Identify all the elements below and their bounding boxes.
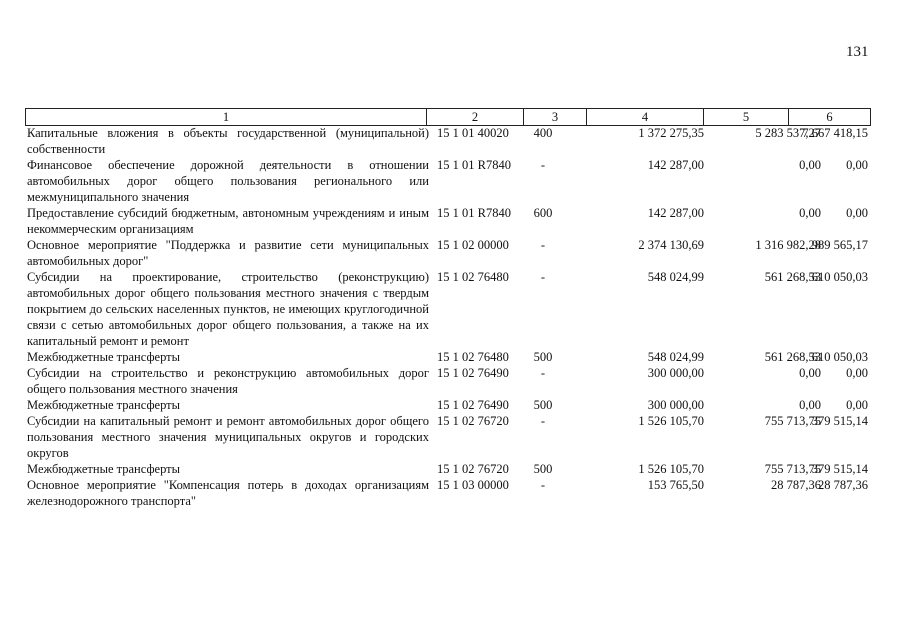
row-value-col6: 0,00 (846, 398, 868, 412)
row-code: 15 1 02 00000 (437, 238, 509, 252)
row-expense-type: - (540, 238, 546, 252)
row-expense-type: 500 (533, 462, 553, 476)
row-value-col4: 548 024,99 (647, 350, 704, 364)
row-value-col6: 0,00 (846, 206, 868, 220)
row-value-col5: 0,00 (799, 158, 821, 172)
table-row (25, 157, 869, 205)
row-value-col5: 0,00 (799, 398, 821, 412)
row-name: Финансовое обеспечение дорожной деятельности в отношении автомобильных дорог общего пользования регионального или межмуниципального значения (27, 158, 429, 204)
row-value-col6: 379 515,14 (811, 414, 868, 428)
table-row (25, 365, 869, 397)
row-code: 15 1 02 76720 (437, 414, 509, 428)
row-value-col4: 142 287,00 (647, 206, 704, 220)
row-value-col5: 5 283 537,27 (755, 126, 821, 140)
table-row (25, 397, 869, 413)
row-expense-type: 500 (533, 398, 553, 412)
row-code: 15 1 01 R7840 (437, 158, 511, 172)
header-col-1: 1 (26, 109, 427, 125)
row-expense-type: - (540, 478, 546, 492)
row-expense-type: - (540, 414, 546, 428)
row-name: Основное мероприятие "Компенсация потерь в доходах организациям железнодорожного транспорта" (27, 478, 429, 508)
row-code: 15 1 02 76490 (437, 398, 509, 412)
table-row (25, 349, 869, 365)
row-name: Капитальные вложения в объекты государственной (муниципальной) собственности (27, 126, 429, 156)
row-expense-type: 400 (533, 126, 553, 140)
row-value-col6: 610 050,03 (811, 350, 868, 364)
row-value-col4: 153 765,50 (647, 478, 704, 492)
row-name: Предоставление субсидий бюджетным, автономным учреждениям и иным некоммерческим организациям (27, 206, 429, 236)
header-col-6: 6 (789, 109, 871, 125)
row-value-col5: 561 268,53 (764, 270, 821, 284)
table-row (25, 477, 869, 509)
row-expense-type: 600 (533, 206, 553, 220)
row-expense-type: 500 (533, 350, 553, 364)
row-name: Межбюджетные трансферты (27, 398, 181, 412)
table-row (25, 237, 869, 269)
row-value-col5: 0,00 (799, 206, 821, 220)
row-value-col4: 1 526 105,70 (638, 462, 704, 476)
row-value-col4: 1 526 105,70 (638, 414, 704, 428)
row-value-col6: 28 787,36 (818, 478, 868, 492)
row-value-col5: 755 713,75 (764, 414, 821, 428)
table-row (25, 461, 869, 477)
row-value-col5: 1 316 982,28 (755, 238, 821, 252)
row-name: Основное мероприятие "Поддержка и развитие сети муниципальных автомобильных дорог" (27, 238, 429, 268)
header-col-4: 4 (587, 109, 704, 125)
row-value-col6: 7 667 418,15 (802, 126, 868, 140)
header-col-2: 2 (427, 109, 524, 125)
row-value-col6: 379 515,14 (811, 462, 868, 476)
row-name: Межбюджетные трансферты (27, 350, 181, 364)
table-row (25, 125, 869, 157)
table-header (25, 108, 871, 125)
row-code: 15 1 01 R7840 (437, 206, 511, 220)
row-code: 15 1 02 76720 (437, 462, 509, 476)
row-value-col4: 548 024,99 (647, 270, 704, 284)
row-name: Межбюджетные трансферты (27, 462, 181, 476)
row-value-col4: 1 372 275,35 (638, 126, 704, 140)
row-value-col4: 300 000,00 (647, 398, 704, 412)
row-name: Субсидии на строительство и реконструкцию автомобильных дорог общего пользования местного значения (27, 366, 429, 396)
table-row (25, 269, 869, 349)
row-value-col4: 142 287,00 (647, 158, 704, 172)
row-value-col6: 989 565,17 (811, 238, 868, 252)
row-value-col4: 2 374 130,69 (638, 238, 704, 252)
row-code: 15 1 02 76480 (437, 270, 509, 284)
row-value-col4: 300 000,00 (647, 366, 704, 380)
header-col-5: 5 (704, 109, 789, 125)
row-code: 15 1 03 00000 (437, 478, 509, 492)
row-expense-type: - (540, 158, 546, 172)
row-expense-type: - (540, 366, 546, 380)
row-value-col5: 561 268,53 (764, 350, 821, 364)
row-name: Субсидии на проектирование, строительство (реконструкцию) автомобильных дорог общего пользования местного значения с твердым покрытием до сельских населенных пунктов, не имеющих круглогодичной связи с сетью автомобильных дорог общего пользования, а также на их капитальный ремонт и ремонт (27, 270, 429, 348)
table-row (25, 413, 869, 461)
row-value-col6: 0,00 (846, 158, 868, 172)
row-value-col5: 0,00 (799, 366, 821, 380)
row-code: 15 1 02 76490 (437, 366, 509, 380)
row-code: 15 1 02 76480 (437, 350, 509, 364)
row-value-col5: 755 713,75 (764, 462, 821, 476)
page-number: 131 (846, 44, 869, 60)
table-body (25, 125, 869, 509)
row-value-col6: 610 050,03 (811, 270, 868, 284)
row-expense-type: - (540, 270, 546, 284)
row-value-col5: 28 787,36 (771, 478, 821, 492)
header-col-3: 3 (524, 109, 587, 125)
row-code: 15 1 01 40020 (437, 126, 509, 140)
row-value-col6: 0,00 (846, 366, 868, 380)
row-name: Субсидии на капитальный ремонт и ремонт автомобильных дорог общего пользования местного значения муниципальных округов и городских округов (27, 414, 429, 460)
table-row (25, 205, 869, 237)
